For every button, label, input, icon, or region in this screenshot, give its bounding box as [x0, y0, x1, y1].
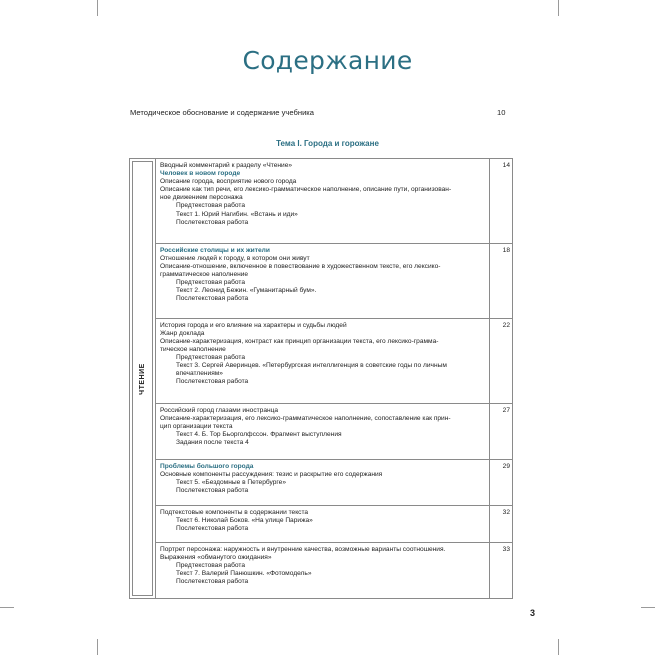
entry-line: Послетекстовая работа: [176, 486, 249, 494]
crop-mark: [558, 639, 559, 655]
entry-line: Текст 2. Леонид Бежин. «Гуманитарный бум».: [176, 287, 317, 295]
table-row: [130, 506, 513, 543]
entry-content: [156, 459, 490, 505]
entry-line: Вводный комментарий к разделу «Чтение»: [160, 162, 293, 169]
entry-content: [156, 318, 490, 403]
entry-line: Описание города, восприятие нового города: [160, 178, 297, 186]
entry-line: Портрет персонажа: наружность и внутренние качества, возможные варианты соотношения.: [160, 545, 446, 553]
entry-content: [156, 403, 490, 459]
entry-line: Предтекстовая работа: [176, 279, 246, 287]
entry-line: впечатлениям»: [176, 370, 223, 378]
entry-line: Послетекстовая работа: [176, 578, 249, 586]
entry-line: Послетекстовая работа: [176, 378, 249, 386]
entry-heading: Российские столицы и их жители: [160, 246, 270, 254]
entry-line: Российский город глазами иностранца: [160, 406, 279, 414]
entry-content: [156, 506, 490, 543]
entry-line: грамматическое наполнение: [160, 270, 249, 278]
table-row: [130, 403, 513, 459]
crop-mark: [97, 639, 98, 655]
entry-line: Описание-характеризация, контраст как принцип организации текста, его лексико-грамма-: [160, 338, 439, 346]
entry-line: Текст 5. «Бездомные в Петербурге»: [176, 478, 287, 486]
entry-content: [156, 542, 490, 598]
entry-heading: Человек в новом городе: [160, 170, 241, 178]
entry-line: цип организации текста: [160, 422, 233, 430]
table-row: [130, 318, 513, 403]
entry-line: История города и его влияние на характеры и судьбы людей: [160, 321, 347, 329]
entry-line: Текст 3. Сергей Аверинцев. «Петербургская интеллигенция в советские годы по личным: [176, 362, 447, 370]
entry-line: Задания после текста 4: [176, 438, 249, 446]
entry-content: [156, 159, 490, 244]
entry-line: Отношение людей к городу, в котором они живут: [160, 254, 310, 262]
contents-table: [129, 158, 513, 599]
entry-line: Выражения «обманутого ожидания»: [160, 554, 272, 562]
crop-mark: [0, 607, 14, 608]
entry-line: Текст 4. Б. Тор Бьорголфссон. Фрагмент выступления: [176, 430, 342, 438]
entry-page: 18: [490, 243, 513, 318]
crop-mark: [641, 607, 655, 608]
entry-page: 27: [490, 403, 513, 459]
entry-content: [156, 243, 490, 318]
entry-line: Предтекстовая работа: [176, 202, 246, 210]
intro-entry-text: Методическое обоснование и содержание учебника: [130, 108, 315, 117]
entry-line: Описание-отношение, включенное в повествование в художественном тексте, его лексико-: [160, 262, 441, 270]
entry-line: Предтекстовая работа: [176, 562, 246, 570]
entry-page: 14: [490, 159, 513, 244]
crop-mark: [97, 0, 98, 16]
crop-mark: [558, 0, 559, 16]
entry-line: Основные компоненты рассуждения: тезис и раскрытие его содержания: [160, 470, 383, 478]
entry-line: Предтекстовая работа: [176, 354, 246, 362]
entry-line: Послетекстовая работа: [176, 295, 249, 303]
section-label-cell: [130, 159, 156, 599]
entry-line: Жанр доклада: [160, 329, 205, 337]
entry-line: Текст 6. Николай Боков. «На улице Парижа»: [176, 517, 313, 525]
section-label: ЧТЕНИЕ: [138, 362, 146, 395]
entry-line: Описание как тип речи, его лексико-грамматическое наполнение, описание пути, организован-: [160, 186, 452, 194]
entry-page: 22: [490, 318, 513, 403]
entry-page: 32: [490, 506, 513, 543]
entry-line: Текст 1. Юрий Нагибин. «Встань и иди»: [176, 210, 298, 218]
table-row: [130, 243, 513, 318]
entry-line: Послетекстовая работа: [176, 525, 249, 533]
entry-line: тическое наполнение: [160, 346, 226, 354]
theme-heading: Тема I. Города и горожане: [276, 139, 379, 148]
entry-heading: Проблемы большого города: [160, 462, 254, 470]
page-title: Содержание: [242, 46, 413, 75]
entry-line: Подтекстовые компоненты в содержании текста: [160, 509, 309, 517]
entry-line: ное движением персонажа: [160, 194, 243, 202]
entry-line: Описание-характеризация, его лексико-грамматическое наполнение, сопоставление как прин-: [160, 414, 451, 422]
table-row: [130, 159, 513, 244]
entry-line: Текст 7. Валерий Панюшкин. «Фотомодель»: [176, 570, 312, 578]
entry-page: 29: [490, 459, 513, 505]
intro-entry-page: 10: [497, 108, 506, 117]
table-row: [130, 542, 513, 598]
page-number: 3: [530, 608, 536, 618]
entry-page: 33: [490, 542, 513, 598]
entry-line: Послетекстовая работа: [176, 218, 249, 226]
table-row: [130, 459, 513, 505]
